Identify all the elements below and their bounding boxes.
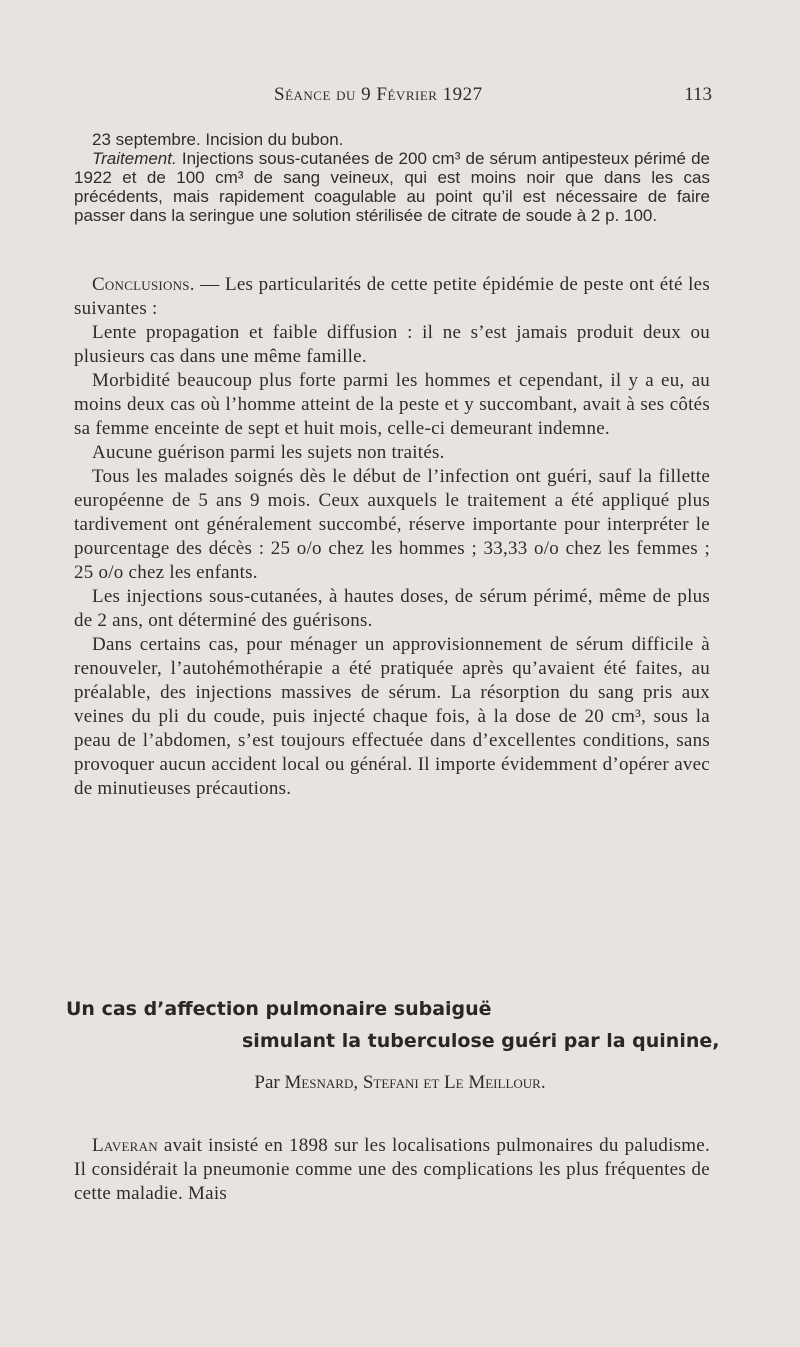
byline-prefix: Par <box>254 1072 285 1093</box>
article-first-paragraph <box>74 1134 710 1206</box>
conclusion-paragraph: Lente propagation et faible diffusion : il ne s’est jamais produit deux ou plusieurs cas dans une même famille. <box>74 322 710 367</box>
article-first-word: Laveran <box>92 1135 158 1156</box>
case-date-line: 23 septembre. Incision du bubon. <box>92 130 344 149</box>
conclusions-section <box>74 273 710 801</box>
article-title-line-2: simulant la tuberculose guéri par la quinine, <box>242 1030 720 1052</box>
treatment-paragraph <box>74 149 710 225</box>
article-title-line-1: Un cas d’affection pulmonaire subaiguë <box>66 998 492 1020</box>
conclusion-paragraph: Aucune guérison parmi les sujets non traités. <box>92 442 445 463</box>
article-byline <box>0 1072 800 1094</box>
running-header-title: Séance du 9 Février 1927 <box>274 84 483 105</box>
conclusions-intro-text: — Les particularités de cette petite épidémie de peste ont été les suivantes : <box>74 274 710 319</box>
byline-authors: Mesnard, Stefani et Le Meillour. <box>284 1072 546 1093</box>
treatment-text: Injections sous-cutanées de 200 cm³ de sérum antipesteux périmé de 1922 et de 100 cm³ de sang veineux, qui est moins noir que dans les cas précédents, mais rapidement coagulable au point qu’il est nécessaire de faire passer dans la seringue une solution stérilisée de citrate de soude à 2 p. 100. <box>74 149 710 225</box>
treatment-label: Traitement. <box>92 149 177 168</box>
article-body <box>74 1134 710 1206</box>
page-number: 113 <box>684 84 712 105</box>
conclusion-paragraph: Dans certains cas, pour ménager un approvisionnement de sérum difficile à renouveler, l’autohémothérapie a été pratiquée après qu’avaient été faites, au préalable, des injections massives de sérum. La résorption du sang pris aux veines du pli du coude, puis injecté chaque fois, à la dose de 20 cm³, sous la peau de l’abdomen, s’est toujours effectuée dans d’excellentes conditions, sans provoquer aucun accident local ou général. Il importe évidemment d’opérer avec de minutieuses précautions. <box>74 634 710 799</box>
conclusions-label: Conclusions. <box>92 274 195 295</box>
article-first-paragraph-text: avait insisté en 1898 sur les localisations pulmonaires du paludisme. Il considérait la pneumonie comme une des complications les plus fréquentes de cette maladie. Mais <box>74 1135 710 1204</box>
conclusion-paragraph: Morbidité beaucoup plus forte parmi les hommes et cependant, il y a eu, au moins deux cas où l’homme atteint de la peste et y succombant, avait à ses côtés sa femme enceinte de sept et huit mois, celle-ci demeurant indemne. <box>74 370 710 439</box>
conclusion-paragraph: Tous les malades soignés dès le début de l’infection ont guéri, sauf la fillette européenne de 5 ans 9 mois. Ceux auxquels le traitement a été appliqué plus tardivement ont généralement succombé, réserve importante pour interpréter le pourcentage des décès : 25 o/o chez les hommes ; 33,33 o/o chez les femmes ; 25 o/o chez les enfants. <box>74 466 710 583</box>
conclusions-intro <box>74 273 710 321</box>
case-notes <box>74 130 710 225</box>
conclusion-paragraph: Les injections sous-cutanées, à hautes doses, de sérum périmé, même de plus de 2 ans, ont déterminé des guérisons. <box>74 586 710 631</box>
running-header <box>66 84 712 112</box>
